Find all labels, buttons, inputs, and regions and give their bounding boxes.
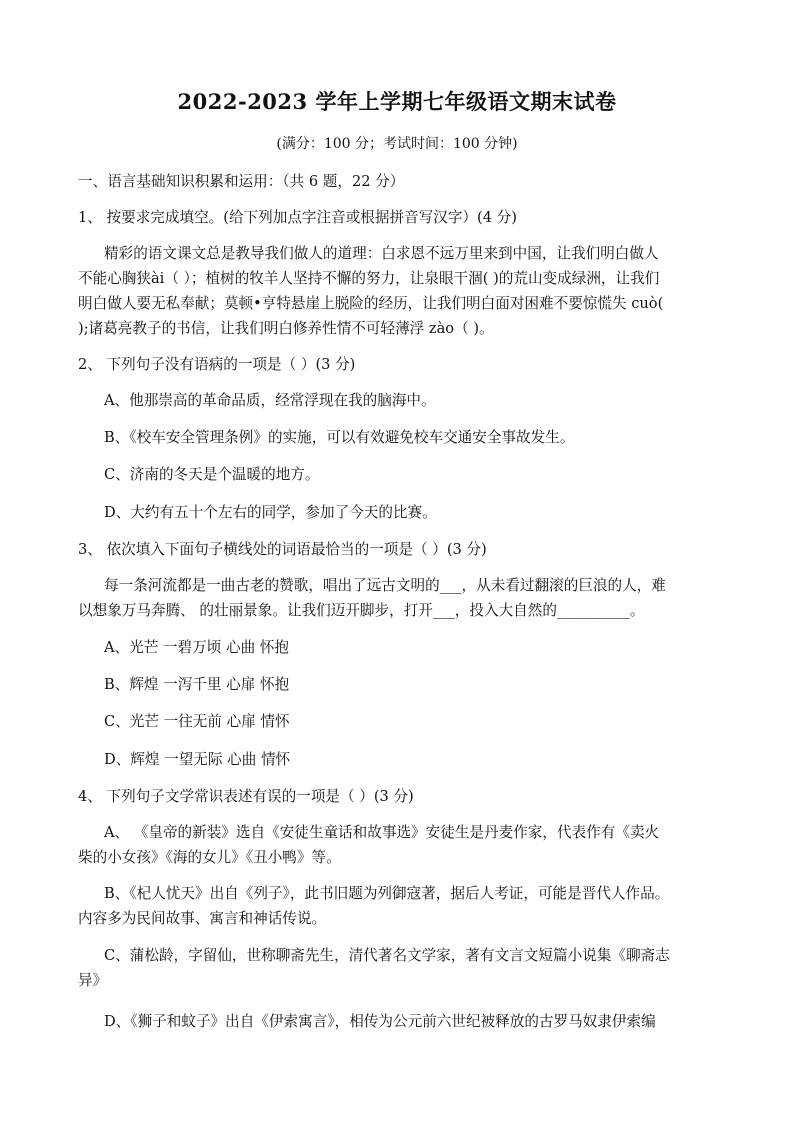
question-2-option: C、济南的冬天是个温暖的地方。: [104, 466, 320, 483]
question-1-line: 明白做人要无私奉献；莫顿•亨特悬崖上脱险的经历，让我们明白面对困难不要惊慌失 cuò(: [78, 295, 664, 312]
question-3-option: C、光芒 一往无前 心扉 情怀: [104, 713, 290, 730]
question-1-stem: 1、 按要求完成填空。(给下列加点字注音或根据拼音写汉字）(4 分): [78, 209, 517, 226]
question-3-option: D、辉煌 一望无际 心曲 情怀: [104, 751, 291, 768]
question-4-option-a: A、 《皇帝的新装》选自《安徒生童话和故事选》安徒生是丹麦作家，代表作有《卖火: [104, 824, 660, 841]
section-heading: 一、语言基础知识积累和运用：（共 6 题，22 分）: [78, 173, 405, 190]
question-4-option-b: B、《杞人忧天》出自《列子》，此书旧题为列御寇著，据后人考证，可能是晋代人作品。: [104, 885, 670, 902]
question-4-stem: 4、 下列句子文学常识表述有误的一项是（ ）(3 分): [78, 788, 414, 805]
question-3-stem: 3、 依次填入下面句子横线处的词语最恰当的一项是（ ）(3 分): [78, 541, 487, 558]
question-2-option: B、《校车安全管理条例》的实施，可以有效避免校车交通安全事故发生。: [104, 429, 575, 446]
question-1-line: 精彩的语文课文总是教导我们做人的道理：白求恩不远万里来到中国，让我们明白做人: [104, 245, 659, 262]
question-1-line: 不能心胸狭ài（ ）；植树的牧羊人坚持不懈的努力，让泉眼干涸( )的荒山变成绿洲，让我们: [78, 270, 660, 287]
question-3-line: 每一条河流都是一曲古老的赞歌，唱出了远古文明的___，从未看过翻滚的巨浪的人，难: [104, 577, 666, 594]
exam-info: (满分：100 分；考试时间：100 分钟): [276, 136, 518, 152]
question-4-option-d: D、《狮子和蚊子》出自《伊索寓言》，相传为公元前六世纪被释放的古罗马奴隶伊索编: [104, 1013, 656, 1030]
question-1-line: );诸葛亮教子的书信，让我们明白修养性情不可轻薄浮 zào（ )。: [78, 320, 494, 337]
page-title: 2022-2023 学年上学期七年级语文期末试卷: [177, 89, 617, 114]
question-4-option-b-cont: 内容多为民间故事、寓言和神话传说。: [78, 910, 327, 927]
question-4-option-c-cont: 异》: [78, 972, 108, 989]
question-2-stem: 2、 下列句子没有语病的一项是（ ）(3 分): [78, 356, 356, 373]
question-2-option: D、大约有五十个左右的同学，参加了今天的比赛。: [104, 504, 437, 521]
question-3-line: 以想象万马奔腾、 的壮丽景象。让我们迈开脚步，打开___，投入大自然的__________。: [78, 602, 645, 619]
question-4-option-a-cont: 柴的小女孩》《海的女儿》《丑小鸭》等。: [78, 849, 341, 866]
question-3-option: B、辉煌 一泻千里 心扉 怀抱: [104, 676, 290, 693]
question-2-option: A、他那崇高的革命品质，经常浮现在我的脑海中。: [104, 392, 436, 409]
question-4-option-c: C、蒲松龄，字留仙，世称聊斋先生，清代著名文学家，著有文言文短篇小说集《聊斋志: [104, 947, 670, 964]
question-3-option: A、光芒 一碧万顷 心曲 怀抱: [104, 639, 289, 656]
